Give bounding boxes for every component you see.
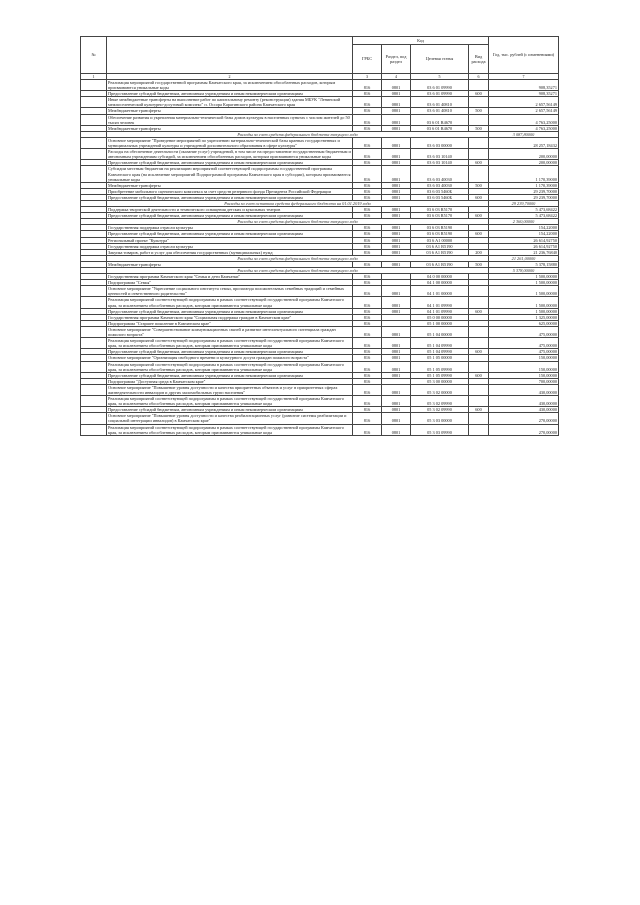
- amount-cell: 270,00000: [489, 424, 559, 435]
- section-cell: 0801: [382, 137, 411, 148]
- amount-cell: 5 473,68422: [489, 213, 559, 219]
- amount-cell: 1 500,00000: [489, 308, 559, 314]
- target-article-cell: 05 0 00 00000: [411, 314, 469, 320]
- grbs-cell: 816: [353, 407, 382, 413]
- expense-type-cell: 600: [469, 213, 489, 219]
- section-cell: 0801: [382, 249, 411, 255]
- amount-cell: 1 500,00000: [489, 297, 559, 308]
- amount-cell: 154,22000: [489, 231, 559, 237]
- expense-type-cell: 600: [469, 407, 489, 413]
- expense-name-cell: Реализация мероприятий соответствующей подпрограммы в рамках соответствующей государственной программы Камчатского края, за исключением обособленных расходов, которым присваиваются уникальные коды: [107, 297, 353, 308]
- grbs-cell: 816: [353, 91, 382, 97]
- expense-type-cell: [469, 297, 489, 308]
- amount-cell: 28 257,18432: [489, 137, 559, 148]
- target-article-cell: 05 1 05 00000: [411, 355, 469, 361]
- target-article-cell: 03 6 A1 00000: [411, 237, 469, 243]
- header-grbs: ГРБС: [353, 45, 382, 74]
- grbs-cell: 816: [353, 286, 382, 297]
- budget-sheet: [80, 36, 558, 436]
- amount-cell: 150,00000: [489, 361, 559, 372]
- grbs-cell: 816: [353, 320, 382, 326]
- header-number: №: [81, 37, 107, 74]
- expense-type-cell: [469, 396, 489, 407]
- target-article-cell: 05 3 03 09990: [411, 424, 469, 435]
- amount-cell: 29 239,70000: [489, 188, 559, 194]
- row-number-cell: [81, 424, 107, 435]
- target-article-cell: 03 6 01 R4670: [411, 125, 469, 131]
- section-cell: 0801: [382, 237, 411, 243]
- amount-cell: 270,00000: [489, 413, 559, 424]
- row-number-cell: [81, 286, 107, 297]
- expense-type-cell: 600: [469, 91, 489, 97]
- amount-cell: 150,00000: [489, 372, 559, 378]
- section-cell: 0801: [382, 326, 411, 337]
- expense-name-cell: Предоставление субсидий бюджетным, автономным учреждениям и иным некоммерческим организациям: [107, 160, 353, 166]
- target-article-cell: 03 6 01 40810: [411, 97, 469, 108]
- amount-cell: 154,22000: [489, 225, 559, 231]
- row-number-cell: [81, 326, 107, 337]
- section-cell: 0801: [382, 207, 411, 213]
- expense-name-cell: Реализация мероприятий соответствующей подпрограммы в рамках соответствующей государственной программы Камчатского края, за исключением обособленных расходов, которым присваиваются уникальные коды: [107, 361, 353, 372]
- expense-type-cell: [469, 413, 489, 424]
- expense-type-cell: [469, 97, 489, 108]
- table-body: [81, 80, 559, 436]
- row-number-cell: [81, 114, 107, 125]
- amount-cell: 200,00000: [489, 149, 559, 160]
- amount-cell: 26 614,92750: [489, 243, 559, 249]
- target-article-cell: 03 6 A1 R5190: [411, 261, 469, 267]
- column-number: 4: [382, 74, 411, 80]
- grbs-cell: 816: [353, 188, 382, 194]
- grbs-cell: 816: [353, 308, 382, 314]
- amount-cell: 1 500,00000: [489, 286, 559, 297]
- table-row: [81, 137, 559, 148]
- target-article-cell: 05 3 02 00000: [411, 384, 469, 395]
- section-cell: 0801: [382, 396, 411, 407]
- column-number: 6: [469, 74, 489, 80]
- amount-cell: 1 170,39000: [489, 182, 559, 188]
- grbs-cell: 816: [353, 349, 382, 355]
- table-row: [81, 166, 559, 182]
- amount-cell: 625,00000: [489, 320, 559, 326]
- amount-cell: 475,00000: [489, 349, 559, 355]
- target-article-cell: 03 6 03 5460Б: [411, 188, 469, 194]
- expense-name-cell: Межбюджетные трансферты: [107, 261, 353, 267]
- section-cell: 0801: [382, 125, 411, 131]
- table-row: [81, 286, 559, 297]
- amount-cell: 21 261,00000: [489, 255, 559, 261]
- expense-name-cell: Обеспечение развития и укрепления материально-технической базы домов культуры в населенных пунктах с числом жителей до 50 тысяч человек: [107, 114, 353, 125]
- grbs-cell: 816: [353, 314, 382, 320]
- grbs-cell: 816: [353, 182, 382, 188]
- expense-type-cell: [469, 114, 489, 125]
- target-article-cell: 05 3 02 09990: [411, 407, 469, 413]
- expense-name-cell: Реализация мероприятий соответствующей подпрограммы в рамках соответствующей государственной программы Камчатского края, за исключением обособленных расходов, которым присваиваются уникальные коды: [107, 338, 353, 349]
- expense-type-cell: 500: [469, 182, 489, 188]
- target-article-cell: 05 1 04 00000: [411, 326, 469, 337]
- row-number-cell: [81, 149, 107, 160]
- expense-name-cell: Реализация мероприятий соответствующей подпрограммы в рамках соответствующей государственной программы Камчатского края, за исключением обособленных расходов, которым присваиваются уникальные коды: [107, 396, 353, 407]
- expense-name-cell: Региональный проект "Культура": [107, 237, 353, 243]
- section-cell: 0801: [382, 166, 411, 182]
- section-cell: 0801: [382, 108, 411, 114]
- target-article-cell: 05 3 03 00000: [411, 413, 469, 424]
- expense-type-cell: 500: [469, 125, 489, 131]
- amount-cell: 5 473,68422: [489, 207, 559, 213]
- budget-table: [80, 36, 559, 436]
- grbs-cell: 816: [353, 424, 382, 435]
- section-cell: 0801: [382, 413, 411, 424]
- target-article-cell: 03 6 03 10140: [411, 160, 469, 166]
- row-number-cell: [81, 413, 107, 424]
- grbs-cell: 816: [353, 108, 382, 114]
- grbs-cell: 816: [353, 338, 382, 349]
- expense-type-cell: 600: [469, 372, 489, 378]
- amount-cell: 908,35271: [489, 80, 559, 91]
- section-cell: 0801: [382, 188, 411, 194]
- header-name: [107, 37, 353, 74]
- amount-cell: 1 500,00000: [489, 274, 559, 280]
- column-number: 2: [107, 74, 353, 80]
- target-article-cell: 03 6 01 09990: [411, 80, 469, 91]
- header-codes: Код: [353, 37, 489, 45]
- amount-cell: 5 378,00000: [489, 268, 559, 274]
- section-cell: 0801: [382, 213, 411, 219]
- expense-type-cell: 500: [469, 108, 489, 114]
- expense-type-cell: [469, 286, 489, 297]
- expense-name-cell: Предоставление субсидий бюджетным, автономным учреждениям и иным некоммерческим организациям: [107, 349, 353, 355]
- expense-type-cell: 600: [469, 194, 489, 200]
- expense-name-cell: Приобретение мобильного сценического комплекса за счет средств резервного фонда Президента Российской Федерации: [107, 188, 353, 194]
- section-cell: 0801: [382, 361, 411, 372]
- grbs-cell: 816: [353, 280, 382, 286]
- expense-type-cell: 500: [469, 261, 489, 267]
- target-article-cell: 03 6 A1 R5190: [411, 243, 469, 249]
- grbs-cell: 816: [353, 361, 382, 372]
- expense-name-cell: Основное мероприятие "Повышение уровня доступности и качества приоритетных объектов и услуг в приоритетных сферах жизнедеятельности инвалидов и других маломобильных групп населения": [107, 384, 353, 395]
- target-article-cell: 04 1 01 09990: [411, 308, 469, 314]
- target-article-cell: 03 6 A1 R5190: [411, 249, 469, 255]
- grbs-cell: 816: [353, 125, 382, 131]
- section-cell: 0801: [382, 160, 411, 166]
- target-article-cell: 03 6 03 00000: [411, 137, 469, 148]
- table-row: [81, 97, 559, 108]
- expense-name-cell: Основное мероприятие "Укрепление социального института семьи, пропаганда положительных семейных традиций и семейных ценностей и ответственного родительства": [107, 286, 353, 297]
- expense-name-cell: Межбюджетные трансферты: [107, 108, 353, 114]
- funding-source-label: Расходы за счет средств федерального бюджета текущего года: [107, 131, 489, 137]
- expense-type-cell: [469, 166, 489, 182]
- target-article-cell: 04 1 01 09990: [411, 297, 469, 308]
- expense-type-cell: [469, 80, 489, 91]
- amount-cell: 3 087,80000: [489, 131, 559, 137]
- expense-type-cell: 600: [469, 349, 489, 355]
- row-number-cell: [81, 361, 107, 372]
- grbs-cell: 816: [353, 166, 382, 182]
- table-row: [81, 424, 559, 435]
- amount-cell: 200,00000: [489, 160, 559, 166]
- section-cell: 0801: [382, 384, 411, 395]
- row-number-cell: [81, 297, 107, 308]
- grbs-cell: 816: [353, 114, 382, 125]
- expense-name-cell: Субсидии местным бюджетам на реализацию мероприятий соответствующей подпрограммы государственной программы Камчатского края (на исключение мероприятий Подпрограммой программы Камчатского края в субсидии), которым присваиваются уникальные коды: [107, 166, 353, 182]
- section-cell: 0801: [382, 149, 411, 160]
- target-article-cell: 03 6 03 10140: [411, 149, 469, 160]
- header-section: Раздел, под раздел: [382, 45, 411, 74]
- grbs-cell: 816: [353, 274, 382, 280]
- target-article-cell: 04 0 00 00000: [411, 274, 469, 280]
- grbs-cell: 816: [353, 372, 382, 378]
- expense-name-cell: Иные межбюджетные трансферты на выполнение работ по капитальному ремонту (реконструкции) здания МБУК "Ленинский межпоселенческий культурно-досуговый комплекс" п. Оссора Карагинского района Камчатского края: [107, 97, 353, 108]
- expense-name-cell: Реализация мероприятий государственной программы Камчатского края, за исключением обособленных расходов, которым присваиваются уникальные коды: [107, 80, 353, 91]
- table-row: [81, 114, 559, 125]
- amount-cell: 430,00000: [489, 396, 559, 407]
- amount-cell: 4 763,25000: [489, 125, 559, 131]
- grbs-cell: 816: [353, 194, 382, 200]
- target-article-cell: 03 6 03 R5190: [411, 225, 469, 231]
- expense-name-cell: Межбюджетные трансферты: [107, 125, 353, 131]
- target-article-cell: 03 6 03 R5170: [411, 213, 469, 219]
- grbs-cell: 816: [353, 378, 382, 384]
- section-cell: 0801: [382, 97, 411, 108]
- section-cell: 0801: [382, 91, 411, 97]
- expense-name-cell: Основное мероприятие "Проведение мероприятий по укреплению материально-технической базы краевых государственных и муниципальных учреждений культуры и учреждений дополнительного образования в сфере культуры": [107, 137, 353, 148]
- target-article-cell: 03 6 03 40030: [411, 182, 469, 188]
- table-row: [81, 384, 559, 395]
- expense-name-cell: Основное мероприятие "Организация свободного времени и культурного досуга граждан пожилого возраста": [107, 355, 353, 361]
- expense-type-cell: 600: [469, 160, 489, 166]
- grbs-cell: 816: [353, 355, 382, 361]
- column-number: 5: [411, 74, 469, 80]
- header-kvr: Вид расхода: [469, 45, 489, 74]
- section-cell: 0801: [382, 182, 411, 188]
- expense-name-cell: Государственная поддержка отрасли культуры: [107, 225, 353, 231]
- target-article-cell: 03 6 03 R5190: [411, 231, 469, 237]
- grbs-cell: 816: [353, 326, 382, 337]
- row-number-cell: [81, 384, 107, 395]
- column-number: 1: [81, 74, 107, 80]
- target-article-cell: 05 1 00 00000: [411, 320, 469, 326]
- expense-type-cell: [469, 338, 489, 349]
- section-cell: 0801: [382, 355, 411, 361]
- amount-cell: 29 239,70000: [489, 194, 559, 200]
- expense-type-cell: [469, 326, 489, 337]
- amount-cell: 26 614,92750: [489, 237, 559, 243]
- expense-name-cell: Основное мероприятие "Совершенствование коммуникационных связей и развитие интеллектуального потенциала граждан пожилого возраста": [107, 326, 353, 337]
- table-row: [81, 396, 559, 407]
- grbs-cell: 816: [353, 237, 382, 243]
- amount-cell: 430,00000: [489, 384, 559, 395]
- expense-name-cell: Предоставление субсидий бюджетным, автономным учреждениям и иным некоммерческим организациям: [107, 407, 353, 413]
- amount-cell: 29 239,70000: [489, 200, 559, 206]
- grbs-cell: 816: [353, 297, 382, 308]
- funding-source-label: Расходы за счет средств федерального бюджета текущего года: [107, 268, 489, 274]
- expense-name-cell: Межбюджетные трансферты: [107, 182, 353, 188]
- grbs-cell: 816: [353, 97, 382, 108]
- expense-name-cell: Реализация мероприятий соответствующей подпрограммы в рамках соответствующей государственной программы Камчатского края, за исключением обособленных расходов, которым присваиваются уникальные коды: [107, 424, 353, 435]
- grbs-cell: 816: [353, 137, 382, 148]
- table-row: [81, 297, 559, 308]
- amount-cell: 700,00000: [489, 378, 559, 384]
- amount-cell: 475,00000: [489, 326, 559, 337]
- grbs-cell: 816: [353, 207, 382, 213]
- grbs-cell: 816: [353, 396, 382, 407]
- amount-cell: 4 763,25000: [489, 114, 559, 125]
- expense-name-cell: Закупка товаров, работ и услуг для обеспечения государственных (муниципальных) нужд: [107, 249, 353, 255]
- expense-name-cell: Подпрограмма "Семья": [107, 280, 353, 286]
- grbs-cell: 816: [353, 225, 382, 231]
- section-cell: 0801: [382, 243, 411, 249]
- section-cell: 0801: [382, 261, 411, 267]
- table-row: [81, 361, 559, 372]
- expense-name-cell: Государственная программа Камчатского края "Семья и дети Камчатки": [107, 274, 353, 280]
- target-article-cell: 03 6 01 09990: [411, 91, 469, 97]
- grbs-cell: 816: [353, 384, 382, 395]
- amount-cell: 430,00000: [489, 407, 559, 413]
- amount-cell: 5 378,15880: [489, 261, 559, 267]
- expense-name-cell: Предоставление субсидий бюджетным, автономным учреждениям и иным некоммерческим организациям: [107, 91, 353, 97]
- amount-cell: 2 657,56149: [489, 108, 559, 114]
- funding-source-label: Расходы за счет остатков средств федерального бюджета на 01.01.2019 года: [107, 200, 489, 206]
- expense-name-cell: Подпрограмма "Доступная среда в Камчатском крае": [107, 378, 353, 384]
- header-amount: Год, тыс. рублей (с изменениями): [489, 37, 559, 74]
- amount-cell: 475,00000: [489, 338, 559, 349]
- grbs-cell: 816: [353, 249, 382, 255]
- grbs-cell: 816: [353, 213, 382, 219]
- expense-type-cell: 200: [469, 249, 489, 255]
- target-article-cell: 05 3 00 00000: [411, 378, 469, 384]
- expense-type-cell: [469, 361, 489, 372]
- target-article-cell: 03 6 01 R4670: [411, 114, 469, 125]
- section-cell: 0801: [382, 308, 411, 314]
- target-article-cell: 03 6 01 40810: [411, 108, 469, 114]
- section-cell: 0801: [382, 349, 411, 355]
- row-number-cell: [81, 338, 107, 349]
- expense-name-cell: Поддержка творческой деятельности и технического оснащения детских и кукольных театров: [107, 207, 353, 213]
- target-article-cell: 05 1 04 09990: [411, 349, 469, 355]
- row-number-cell: [81, 80, 107, 91]
- target-article-cell: 04 1 00 00000: [411, 280, 469, 286]
- row-number-cell: [81, 137, 107, 148]
- section-cell: 0801: [382, 338, 411, 349]
- target-article-cell: 03 6 03 40030: [411, 166, 469, 182]
- column-number: 7: [489, 74, 559, 80]
- funding-source-label: Расходы за счет средств федерального бюджета текущего года: [107, 219, 489, 225]
- expense-name-cell: Предоставление субсидий бюджетным, автономным учреждениям и иным некоммерческим организациям: [107, 194, 353, 200]
- expense-name-cell: Предоставление субсидий бюджетным, автономным учреждениям и иным некоммерческим организациям: [107, 231, 353, 237]
- section-cell: 0801: [382, 80, 411, 91]
- expense-name-cell: Предоставление субсидий бюджетным, автономным учреждениям и иным некоммерческим организациям: [107, 213, 353, 219]
- section-cell: 0801: [382, 297, 411, 308]
- expense-type-cell: [469, 424, 489, 435]
- grbs-cell: 816: [353, 160, 382, 166]
- expense-name-cell: Предоставление субсидий бюджетным, автономным учреждениям и иным некоммерческим организациям: [107, 308, 353, 314]
- expense-type-cell: 600: [469, 231, 489, 237]
- column-number: 3: [353, 74, 382, 80]
- table-row: [81, 338, 559, 349]
- grbs-cell: 816: [353, 80, 382, 91]
- amount-cell: 908,35271: [489, 91, 559, 97]
- expense-type-cell: [469, 137, 489, 148]
- funding-source-label: Расходы за счет средств федерального бюджета текущего года: [107, 255, 489, 261]
- grbs-cell: 816: [353, 149, 382, 160]
- section-cell: 0801: [382, 194, 411, 200]
- expense-name-cell: Подпрограмма "Старшее поколение в Камчатском крае": [107, 320, 353, 326]
- amount-cell: 1 325,00000: [489, 314, 559, 320]
- grbs-cell: 816: [353, 261, 382, 267]
- table-row: [81, 326, 559, 337]
- section-cell: 0801: [382, 286, 411, 297]
- header-target: Целевая статья: [411, 45, 469, 74]
- amount-cell: 1 500,00000: [489, 280, 559, 286]
- section-cell: 0801: [382, 114, 411, 125]
- table-row: [81, 149, 559, 160]
- amount-cell: 21 236,76840: [489, 249, 559, 255]
- expense-name-cell: Государственная программа Камчатского края "Социальная поддержка граждан в Камчатском крае": [107, 314, 353, 320]
- expense-name-cell: Государственная поддержка отрасли культуры: [107, 243, 353, 249]
- expense-name-cell: Расходы на обеспечение деятельности (оказание услуг) учреждений, в том числе на предоставление государственным бюджетным и автономным учреждениям субсидий, за исключением обособленных расходов, которым присваиваются уникальные коды: [108, 149, 351, 160]
- row-number-cell: [81, 166, 107, 182]
- target-article-cell: 03 6 03 R5170: [411, 207, 469, 213]
- amount-cell: 150,00000: [489, 355, 559, 361]
- table-header-row: [81, 37, 559, 45]
- table-row: [81, 80, 559, 91]
- expense-name-cell: Основное мероприятие "Повышение уровня доступности и качества реабилитационных услуг (развитие системы реабилитации и социальной интеграции инвалидов) в Камчатском крае": [107, 413, 353, 424]
- expense-type-cell: [469, 384, 489, 395]
- target-article-cell: 03 6 03 5460Б: [411, 194, 469, 200]
- section-cell: 0801: [382, 231, 411, 237]
- amount-cell: 2 360,00000: [489, 219, 559, 225]
- table-row: [81, 413, 559, 424]
- target-article-cell: 05 1 04 09990: [411, 338, 469, 349]
- target-article-cell: 05 1 05 09990: [411, 361, 469, 372]
- expense-name-cell: Предоставление субсидий бюджетным, автономным учреждениям и иным некоммерческим организациям: [107, 372, 353, 378]
- grbs-cell: 816: [353, 243, 382, 249]
- section-cell: 0801: [382, 424, 411, 435]
- section-cell: 0801: [382, 407, 411, 413]
- target-article-cell: 05 3 02 09990: [411, 396, 469, 407]
- target-article-cell: 04 1 01 00000: [411, 286, 469, 297]
- grbs-cell: 816: [353, 413, 382, 424]
- expense-type-cell: [469, 149, 489, 160]
- section-cell: 0801: [382, 225, 411, 231]
- expense-type-cell: 600: [469, 308, 489, 314]
- target-article-cell: 05 1 05 09990: [411, 372, 469, 378]
- row-number-cell: [81, 396, 107, 407]
- amount-cell: 2 657,56149: [489, 97, 559, 108]
- grbs-cell: 816: [353, 231, 382, 237]
- section-cell: 0801: [382, 372, 411, 378]
- row-number-cell: [81, 97, 107, 108]
- amount-cell: 1 170,39000: [489, 166, 559, 182]
